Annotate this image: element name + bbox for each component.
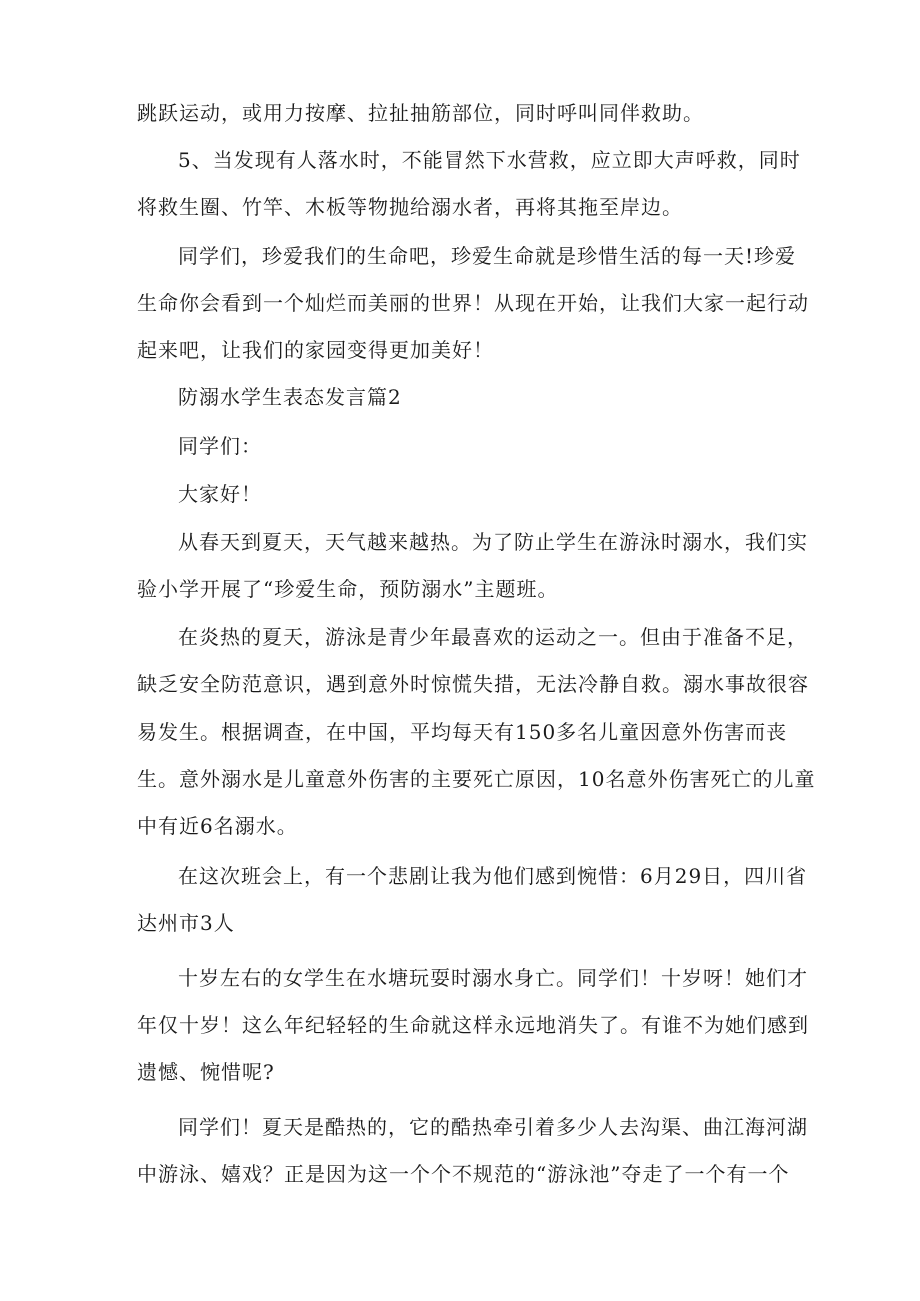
greeting: 大家好！	[178, 482, 262, 506]
text-line: 验小学开展了“珍爱生命，预防溺水”主题班。	[137, 577, 559, 601]
text-line: 遗憾、惋惜呢?	[137, 1060, 275, 1084]
text-line: 在炎热的夏天，游泳是青少年最喜欢的运动之一。但由于准备不足，	[178, 625, 808, 649]
text-line: 在这次班会上，有一个悲剧让我为他们感到惋惜：6月29日，四川省	[178, 864, 808, 888]
text-line: 跳跃运动，或用力按摩、拉扯抽筋部位，同时呼叫同伴救助。	[137, 101, 704, 125]
text-line: 从春天到夏天，天气越来越热。为了防止学生在游泳时溺水，我们实	[178, 530, 808, 554]
section-heading: 防溺水学生表态发言篇2	[178, 385, 402, 409]
salutation: 同学们：	[178, 434, 262, 458]
text-line: 中有近6名溺水。	[137, 814, 298, 838]
text-line: 5、当发现有人落水时，不能冒然下水营救，应立即大声呼救，同时	[178, 148, 801, 172]
text-line: 生命你会看到一个灿烂而美丽的世界！从现在开始，让我们大家一起行动	[137, 291, 809, 315]
text-line: 中游泳、嬉戏？正是因为这一个个不规范的“游泳池”夺走了一个有一个	[137, 1162, 790, 1186]
text-line: 缺乏安全防范意识，遇到意外时惊慌失措，无法冷静自救。溺水事故很容	[137, 672, 809, 696]
text-line: 生。意外溺水是儿童意外伤害的主要死亡原因，10名意外伤害死亡的儿童	[137, 767, 816, 791]
text-line: 同学们！夏天是酷热的，它的酷热牵引着多少人去沟渠、曲江海河湖	[178, 1115, 808, 1139]
text-line: 年仅十岁！这么年纪轻轻的生命就这样永远地消失了。有谁不为她们感到	[137, 1013, 809, 1037]
text-line: 将救生圈、竹竿、木板等物抛给溺水者，再将其拖至岸边。	[137, 195, 683, 219]
text-line: 易发生。根据调查，在中国，平均每天有150多名儿童因意外伤害而丧	[137, 720, 788, 744]
text-line: 十岁左右的女学生在水塘玩耍时溺水身亡。同学们！十岁呀！她们才	[178, 966, 808, 990]
text-line: 同学们，珍爱我们的生命吧，珍爱生命就是珍惜生活的每一天!珍爱	[178, 244, 797, 268]
text-line: 起来吧，让我们的家园变得更加美好！	[137, 338, 494, 362]
text-line: 达州市3人	[137, 911, 235, 935]
